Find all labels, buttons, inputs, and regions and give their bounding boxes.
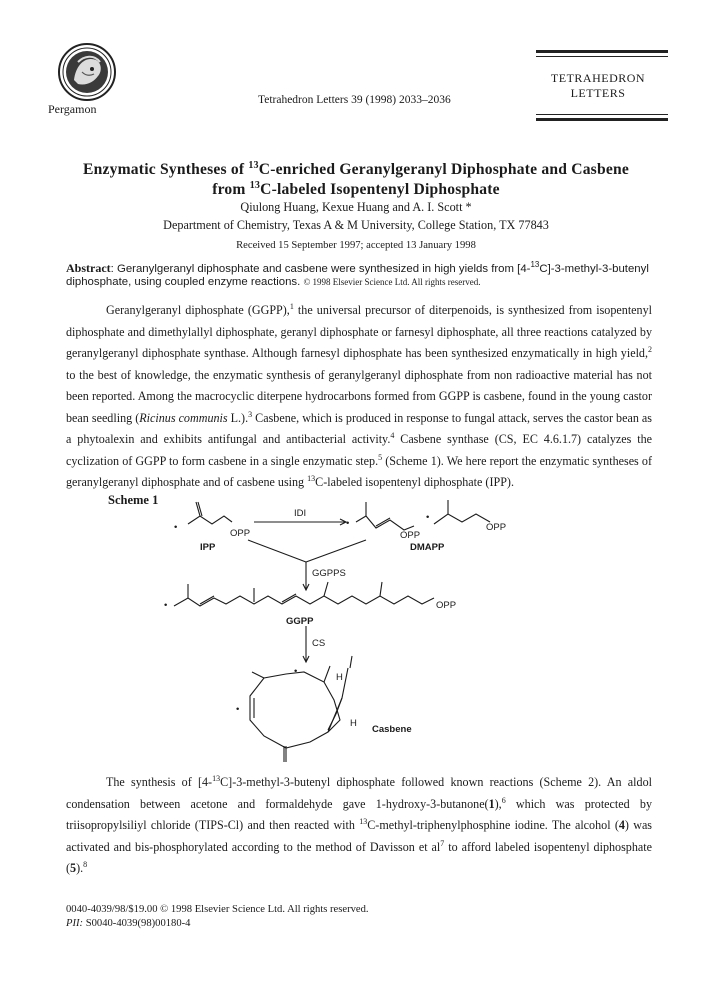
ipp-opp-label: OPP xyxy=(230,528,251,539)
dmapp-label-dot: • xyxy=(346,518,350,529)
gpp-opp-label: OPP xyxy=(486,522,507,533)
received-dates: Received 15 September 1997; accepted 13 January 1998 xyxy=(236,240,476,251)
header-rule-top xyxy=(536,50,668,53)
abstract-copyright: © 1998 Elsevier Science Ltd. All rights reserved. xyxy=(303,277,481,287)
scheme-1-diagram xyxy=(160,500,507,777)
title-line-2: from $^{13}$C-labeled Isopentenyl Diphosphate xyxy=(212,179,500,198)
casbene-h-upper: H xyxy=(336,672,343,683)
header-rule-top-thin xyxy=(536,56,668,57)
authors: Qiulong Huang, Kexue Huang and A. I. Scott * xyxy=(240,200,472,214)
ipp-structure xyxy=(188,502,232,524)
affiliation: Department of Chemistry, Texas A & M University, College Station, TX 77843 xyxy=(163,218,549,232)
footer-copyright: 0040-4039/98/$19.00 © 1998 Elsevier Science Ltd. All rights reserved. xyxy=(66,904,369,915)
ipp-label: IPP xyxy=(200,542,216,553)
gpp-structure xyxy=(434,500,490,524)
casbene-label: Casbene xyxy=(372,724,412,735)
converge-right xyxy=(306,540,366,562)
header-rule-bottom-thin xyxy=(536,114,668,115)
body-paragraph-1: Geranylgeranyl diphosphate (GGPP),$^1$ the universal precursor of diterpenoids, is synthesized from isopentenyl diphosphate and dimethylallyl diphosphate, geranyl diphosphate or farnesyl diphosphate, all three reactions catalyzed by geranylgeranyl diphosphate synthase. Although farnesyl diphosphate has been synthesized enzymatically in high yield,$^2$ to the best of knowledge, the enzymatic synthesis of geranylgeranyl diphosphate from non radioactive material has not been reported. Among the macrocyclic diterpene hydrocarbons formed from GGPP is casbene, found in the young castor bean seedling (Ricinus communis L.).$^3$ Casbene, which is produced in response to fungal attack, serves the castor bean as a phytoalexin and exhibits antifungal and antibacterial activity.$^4$ Casbene synthase (CS, EC 4.6.1.7) catalyzes the cyclization of GGPP to form casbene in a single enzymatic step.$^5$ (Scheme 1). We here report the enzymatic syntheses of geranylgeranyl diphosphate and of casbene using $^{13}$C-labeled isopentenyl diphosphate (IPP). xyxy=(66,301,652,489)
gpp-label-dot: • xyxy=(426,512,430,523)
abstract: Abstract: Geranylgeranyl diphosphate and casbene were synthesized in high yields from [4-$^{13}$C]-3-methyl-3-butenyl diphosphate, using coupled enzyme reactions. © 1998 Elsevier Science Ltd. All rights reserved. xyxy=(66,260,649,288)
ggpp-label: GGPP xyxy=(286,616,314,627)
dmapp-opp-label: OPP xyxy=(400,530,421,541)
dmapp-label: DMAPP xyxy=(410,542,445,553)
scheme-label: Scheme 1 xyxy=(108,493,159,507)
journal-name-line1: TETRAHEDRON xyxy=(550,71,646,85)
casbene-h-lower: H xyxy=(350,718,357,729)
title-line-1: Enzymatic Syntheses of $^{13}$C-enriched Geranylgeranyl Diphosphate and Casbene xyxy=(83,159,629,178)
journal-citation: Tetrahedron Letters 39 (1998) 2033–2036 xyxy=(258,94,451,106)
idi-label: IDI xyxy=(294,508,307,519)
article-title xyxy=(40,160,672,200)
ipp-label-dot: • xyxy=(174,522,178,533)
header-rule-bottom xyxy=(536,118,668,121)
casbene-ring-dot: • xyxy=(236,704,240,715)
casbene-label-dot: • xyxy=(294,666,298,677)
ggpp-label-dot: • xyxy=(164,600,168,611)
cs-label: CS xyxy=(312,638,326,649)
publisher-logo xyxy=(56,42,118,102)
ggpp-opp-label: OPP xyxy=(436,600,457,611)
footer-pii: PII: S0040-4039(98)00180-4 xyxy=(66,918,191,929)
journal-name-line2: LETTERS xyxy=(570,86,626,100)
dmapp-structure xyxy=(356,502,414,530)
abstract-label: Abstract xyxy=(66,261,111,275)
publisher-name: Pergamon xyxy=(48,102,97,116)
ggpps-label: GGPPS xyxy=(312,568,346,579)
converge-left xyxy=(248,540,306,562)
body-paragraph-2: The synthesis of [4-$^{13}$C]-3-methyl-3-butenyl diphosphate followed known reactions (Scheme 2). An aldol condensation between acetone and formaldehyde gave 1-hydroxy-3-butanone(1),$^6$ which was protected by triisopropylsiliyl chloride (TIPS-Cl) and then reacted with $^{13}$C-methyl-triphenylphosphine iodine. The alcohol (4) was activated and bis-phosphorylated according to the method of Davisson et $al^7$ to afford labeled isopentenyl diphosphate (5).$^8$ xyxy=(66,773,653,875)
